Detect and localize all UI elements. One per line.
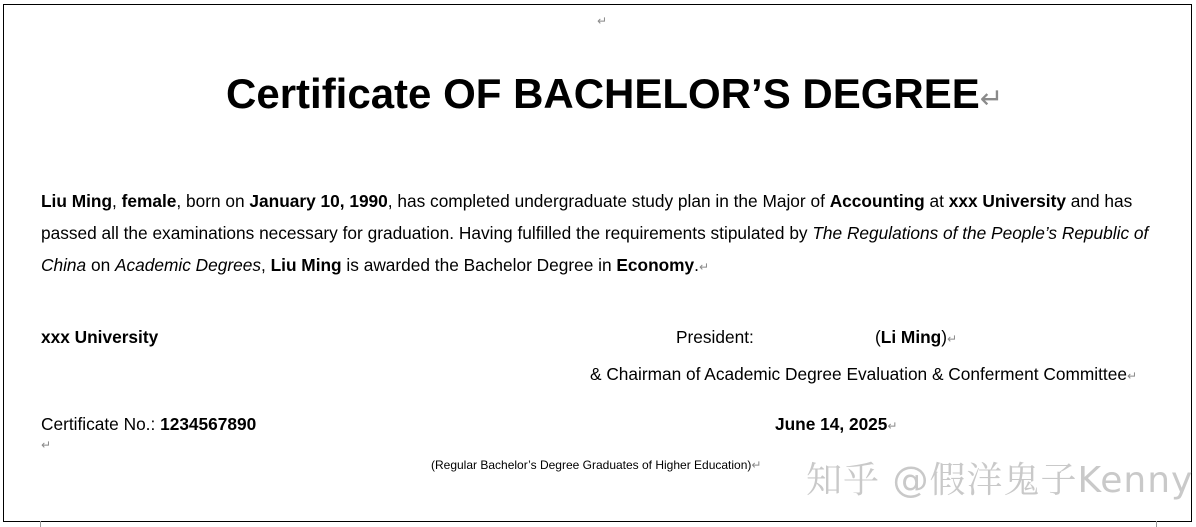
watermark: 知乎 @假洋鬼子Kenny <box>806 460 1194 501</box>
body-text-segment: is awarded the Bachelor Degree in <box>341 255 617 275</box>
page-corner-mark <box>40 521 41 527</box>
degree-field: Economy <box>616 255 695 275</box>
certificate-title <box>226 68 1003 125</box>
paragraph-mark-icon: ↵ <box>751 458 762 472</box>
issuing-university: xxx University <box>41 327 159 347</box>
president-label: President: <box>676 327 754 347</box>
page-corner-mark <box>1156 521 1157 527</box>
note-text: (Regular Bachelor’s Degree Graduates of Higher Education) <box>431 458 752 472</box>
paren-close: ) <box>941 327 947 347</box>
certificate-number <box>41 414 256 435</box>
paragraph-mark-icon: ↵ <box>698 260 710 274</box>
body-text-segment: , has completed undergraduate study plan in the Major of <box>387 191 830 211</box>
president-signature <box>875 327 957 348</box>
body-text-segment: , born on <box>176 191 250 211</box>
paragraph-mark-icon: ↵ <box>1126 369 1137 383</box>
student-gender: female <box>121 191 177 211</box>
issue-date-text: June 14, 2025 <box>775 414 888 434</box>
title-text: Certificate OF BACHELOR’S DEGREE <box>226 70 980 117</box>
body-text-segment: and has passed all the examinations necessary for graduation. Having fulfilled the requirements stipulated by <box>41 191 1133 243</box>
student-name-repeat: Liu Ming <box>270 255 342 275</box>
paragraph-mark-icon: ↵ <box>947 332 958 346</box>
body-text-segment: at <box>924 191 949 211</box>
president-name: Li Ming <box>880 327 942 347</box>
student-name: Liu Ming <box>41 191 113 211</box>
paragraph-mark-icon: ↵ <box>887 419 898 433</box>
body-text-segment: . <box>694 255 699 275</box>
academic-degrees-title: Academic Degrees <box>114 255 261 275</box>
body-text-segment: , <box>112 191 122 211</box>
paragraph-mark-icon: ↵ <box>41 438 52 452</box>
graduate-type-note <box>431 458 761 472</box>
paragraph-mark-icon: ↵ <box>979 82 1004 115</box>
issue-date <box>775 414 897 435</box>
certificate-number-label: Certificate No.: <box>41 414 161 434</box>
chairman-text: & Chairman of Academic Degree Evaluation & Conferment Committee <box>590 364 1127 384</box>
paragraph-mark-icon: ↵ <box>597 14 608 28</box>
paren-open: ( <box>875 327 881 347</box>
body-text-segment: on <box>86 255 115 275</box>
certificate-number-value: 1234567890 <box>160 414 257 434</box>
major: Accounting <box>829 191 925 211</box>
chairman-title <box>590 364 1137 385</box>
body-text-segment: , <box>260 255 271 275</box>
university-name: xxx University <box>948 191 1066 211</box>
regulation-title: The Regulations of the People’s Republic of China <box>41 223 1149 275</box>
certificate-body <box>41 185 1161 283</box>
birth-date: January 10, 1990 <box>249 191 388 211</box>
